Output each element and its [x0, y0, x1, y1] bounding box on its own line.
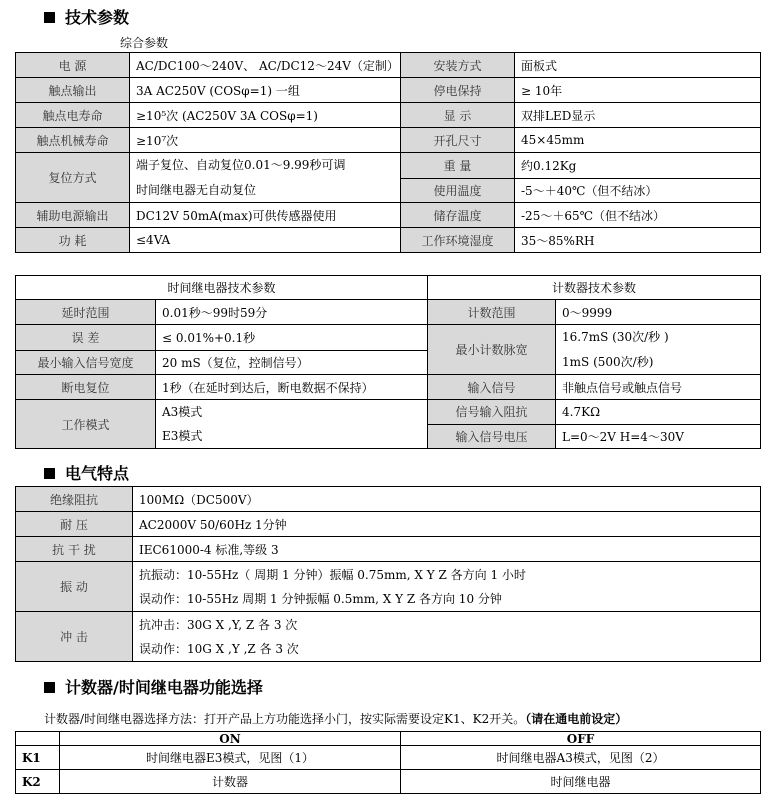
electrical-table [15, 486, 761, 662]
withstand-voltage-value: AC2000V 50/60Hz 1分钟 [133, 512, 761, 537]
section-title-electrical: 电气特点 [44, 461, 129, 484]
section-title-tech-params: 技术参数 [44, 5, 129, 28]
switch-table [15, 731, 761, 794]
insulation-label: 绝缘阻抗 [16, 487, 133, 512]
aux-power-value: DC12V 50mA(max)可供传感器使用 [130, 203, 401, 228]
anti-interference-label: 抗 干 扰 [16, 537, 133, 562]
temperature-value: -5～＋40℃（但不结冰） [515, 178, 761, 203]
section-title-function-select: 计数器/时间继电器功能选择 [44, 675, 263, 698]
table-row [16, 375, 761, 400]
input-signal-label: 输入信号 [428, 375, 556, 400]
table-row [16, 770, 761, 794]
error-value: ≤ 0.01%+0.1秒 [156, 325, 428, 351]
reset-label: 复位方式 [16, 153, 130, 203]
temperature-label: 使用温度 [401, 178, 515, 203]
min-pulse-value: 16.7mS (30次/秒 ) 1mS (500次/秒) [556, 325, 761, 375]
display-value: 双排LED显示 [515, 103, 761, 128]
input-voltage-label: 输入信号电压 [428, 424, 556, 449]
humidity-label: 工作环境湿度 [401, 228, 515, 253]
cutout-value: 45×45mm [515, 128, 761, 153]
subtitle-general-params: 综合参数 [120, 36, 169, 50]
error-label: 误 差 [16, 325, 156, 351]
power-value: AC/DC100～240V、 AC/DC12～24V（定制） [130, 53, 401, 78]
square-bullet-icon [44, 12, 55, 23]
table-row [16, 612, 761, 662]
work-mode-value: A3模式 E3模式 [156, 400, 428, 449]
min-pulse-label: 最小计数脉宽 [428, 325, 556, 375]
anti-interference-value: IEC61000-4 标准,等级 3 [133, 537, 761, 562]
table-row [16, 276, 761, 300]
storage-temp-value: -25～＋65℃（但不结冰） [515, 203, 761, 228]
mount-value: 面板式 [515, 53, 761, 78]
delay-range-label: 延时范围 [16, 300, 156, 325]
input-voltage-value: L=0～2V H=4～30V [556, 424, 761, 449]
input-signal-value: 非触点信号或触点信号 [556, 375, 761, 400]
contact-output-label: 触点输出 [16, 78, 130, 103]
work-mode-label: 工作模式 [16, 400, 156, 449]
count-range-label: 计数范围 [428, 300, 556, 325]
table-row [16, 228, 761, 253]
aux-power-label: 辅助电源输出 [16, 203, 130, 228]
count-range-value: 0～9999 [556, 300, 761, 325]
counter-header: 计数器技术参数 [428, 276, 761, 300]
consumption-label: 功 耗 [16, 228, 130, 253]
withstand-voltage-label: 耐 压 [16, 512, 133, 537]
off-header: OFF [401, 732, 761, 746]
contact-life-value: ≥10⁵次 (AC250V 3A COSφ=1) [130, 103, 401, 128]
k1-on-value: 时间继电器E3模式，见图（1） [60, 746, 401, 770]
display-label: 显 示 [401, 103, 515, 128]
weight-label: 重 量 [401, 153, 515, 179]
table-row [16, 153, 761, 179]
table-row [16, 78, 761, 103]
power-reset-label: 断电复位 [16, 375, 156, 400]
k2-off-value: 时间继电器 [401, 770, 761, 794]
power-off-hold-value: ≥ 10年 [515, 78, 761, 103]
timer-header: 时间继电器技术参数 [16, 276, 428, 300]
power-reset-value: 1秒（在延时到达后，断电数据不保持） [156, 375, 428, 400]
insulation-value: 100MΩ（DC500V） [133, 487, 761, 512]
table-row [16, 128, 761, 153]
min-input-width-value: 20 mS（复位，控制信号） [156, 350, 428, 375]
general-params-table [15, 52, 761, 253]
table-row [16, 746, 761, 770]
table-row [16, 325, 761, 351]
min-input-width-label: 最小输入信号宽度 [16, 350, 156, 375]
table-row [16, 487, 761, 512]
timer-counter-table [15, 275, 761, 449]
input-impedance-label: 信号输入阻抗 [428, 400, 556, 425]
k1-label: K1 [16, 746, 60, 770]
function-select-instruction: 计数器/时间继电器选择方法：打开产品上方功能选择小门，按实际需要设定K1、K2开关。（请在通电前设定） [44, 712, 628, 726]
mount-label: 安装方式 [401, 53, 515, 78]
consumption-value: ≤4VA [130, 228, 401, 253]
reset-value: 端子复位、自动复位0.01～9.99秒可调 时间继电器无自动复位 [130, 153, 401, 203]
switch-corner-cell [16, 732, 60, 746]
vibration-value: 抗振动：10-55Hz（ 周期 1 分钟）振幅 0.75mm, X Y Z 各方向 1 小时 误动作：10-55Hz 周期 1 分钟振幅 0.5mm, X Y Z 各方向 10 分钟 [133, 562, 761, 612]
shock-value: 抗冲击：30G X ,Y, Z 各 3 次 误动作：10G X ,Y ,Z 各 3 次 [133, 612, 761, 662]
delay-range-value: 0.01秒～99时59分 [156, 300, 428, 325]
power-off-hold-label: 停电保持 [401, 78, 515, 103]
storage-temp-label: 储存温度 [401, 203, 515, 228]
square-bullet-icon [44, 468, 55, 479]
cutout-label: 开孔尺寸 [401, 128, 515, 153]
mechanical-life-value: ≥10⁷次 [130, 128, 401, 153]
k1-off-value: 时间继电器A3模式，见图（2） [401, 746, 761, 770]
shock-label: 冲 击 [16, 612, 133, 662]
table-row [16, 537, 761, 562]
power-label: 电 源 [16, 53, 130, 78]
k2-label: K2 [16, 770, 60, 794]
contact-output-value: 3A AC250V (COSφ=1) 一组 [130, 78, 401, 103]
square-bullet-icon [44, 682, 55, 693]
table-row [16, 732, 761, 746]
k2-on-value: 计数器 [60, 770, 401, 794]
vibration-label: 振 动 [16, 562, 133, 612]
input-impedance-value: 4.7KΩ [556, 400, 761, 425]
humidity-value: 35～85%RH [515, 228, 761, 253]
table-row [16, 53, 761, 78]
weight-value: 约0.12Kg [515, 153, 761, 179]
table-row [16, 562, 761, 612]
table-row [16, 512, 761, 537]
table-row [16, 400, 761, 425]
table-row [16, 300, 761, 325]
table-row [16, 103, 761, 128]
on-header: ON [60, 732, 401, 746]
contact-life-label: 触点电寿命 [16, 103, 130, 128]
mechanical-life-label: 触点机械寿命 [16, 128, 130, 153]
table-row [16, 203, 761, 228]
